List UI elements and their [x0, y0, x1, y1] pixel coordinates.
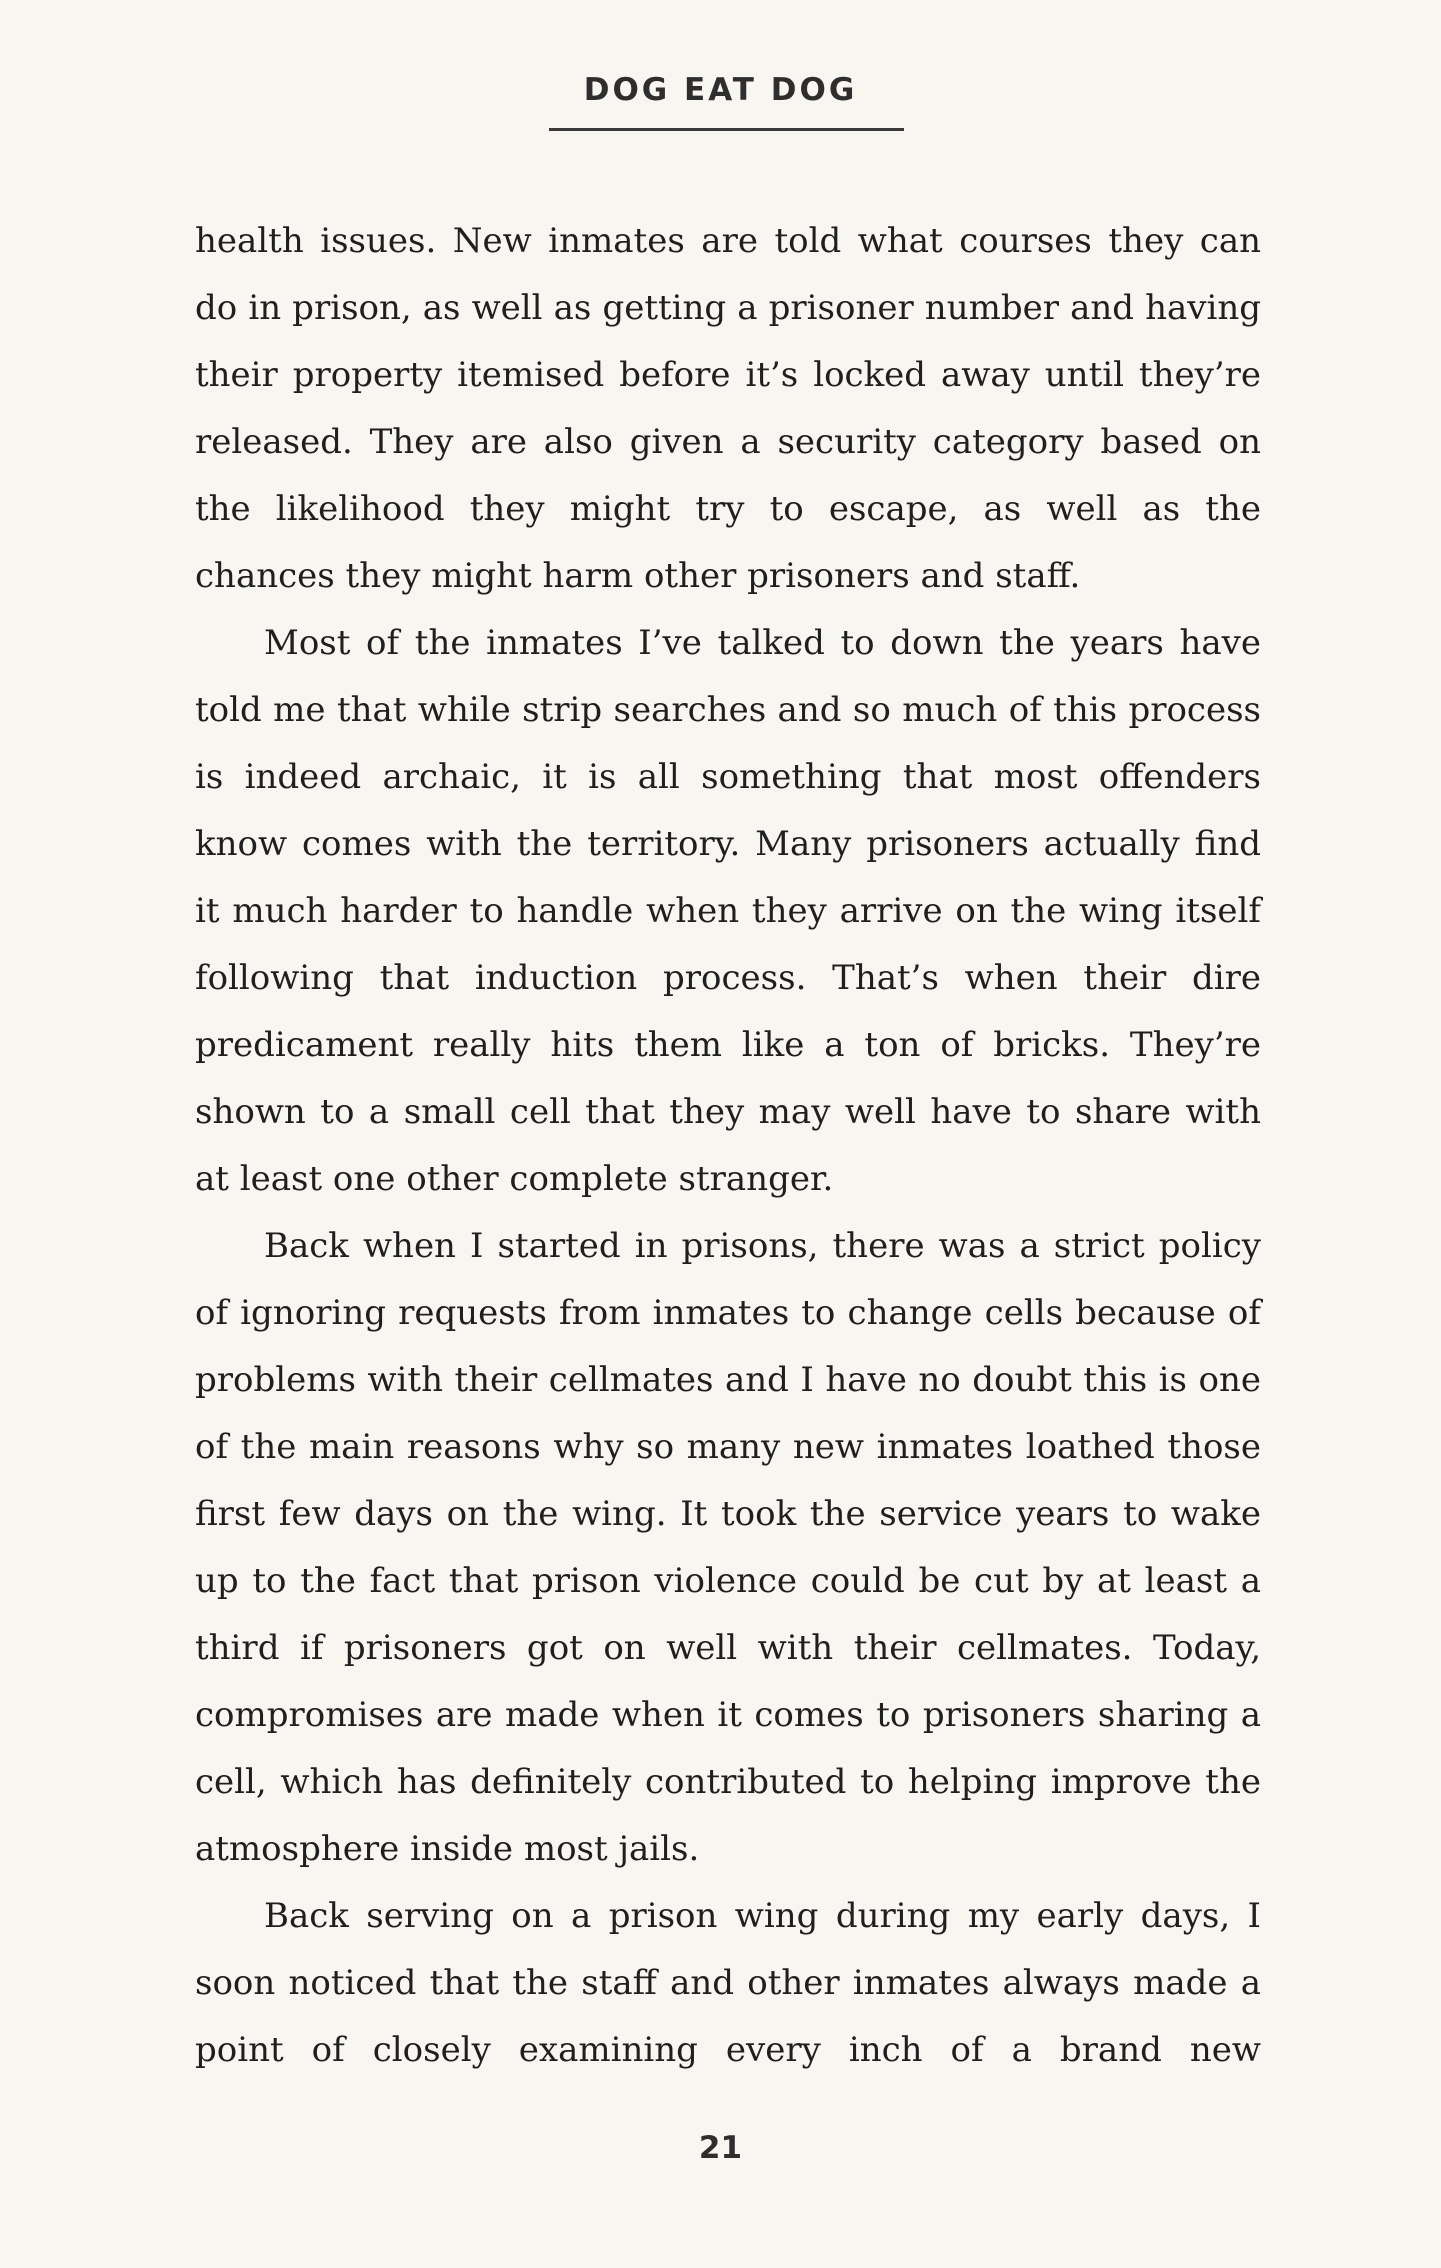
paragraph-2: Most of the inmates I’ve talked to down the years have told me that while strip searches and so much of this process is indeed archaic, it is all something that most offenders know comes with the territory. Many prisoners actually find it much harder to handle when they arrive on the wing itself following that induction process. That’s when their dire predicament really hits them like a ton of bricks. They’re shown to a small cell that they may well have to share with at least one other complete stranger.	[195, 623, 1261, 1199]
paragraph-4: Back serving on a prison wing during my early days, I soon noticed that the staff and other inmates always made a point of closely examining every inch of a brand new	[195, 1896, 1261, 2070]
paragraph-1: health issues. New inmates are told what courses they can do in prison, as well as getting a prisoner number and having their property itemised before it’s locked away until they’re released. They are also given a security category based on the likelihood they might try to escape, as well as the chances they might harm other prisoners and staff.	[195, 221, 1261, 596]
page-number: 21	[698, 2130, 743, 2166]
running-head-rule	[549, 128, 904, 131]
body-text	[195, 208, 1261, 2084]
running-head: DOG EAT DOG	[583, 72, 858, 108]
paragraph-3: Back when I started in prisons, there was a strict policy of ignoring requests from inmates to change cells because of problems with their cellmates and I have no doubt this is one of the main reasons why so many new inmates loathed those first few days on the wing. It took the service years to wake up to the fact that prison violence could be cut by at least a third if prisoners got on well with their cellmates. Today, compromises are made when it comes to prisoners sharing a cell, which has definitely contributed to helping improve the atmosphere inside most jails.	[195, 1226, 1261, 1869]
